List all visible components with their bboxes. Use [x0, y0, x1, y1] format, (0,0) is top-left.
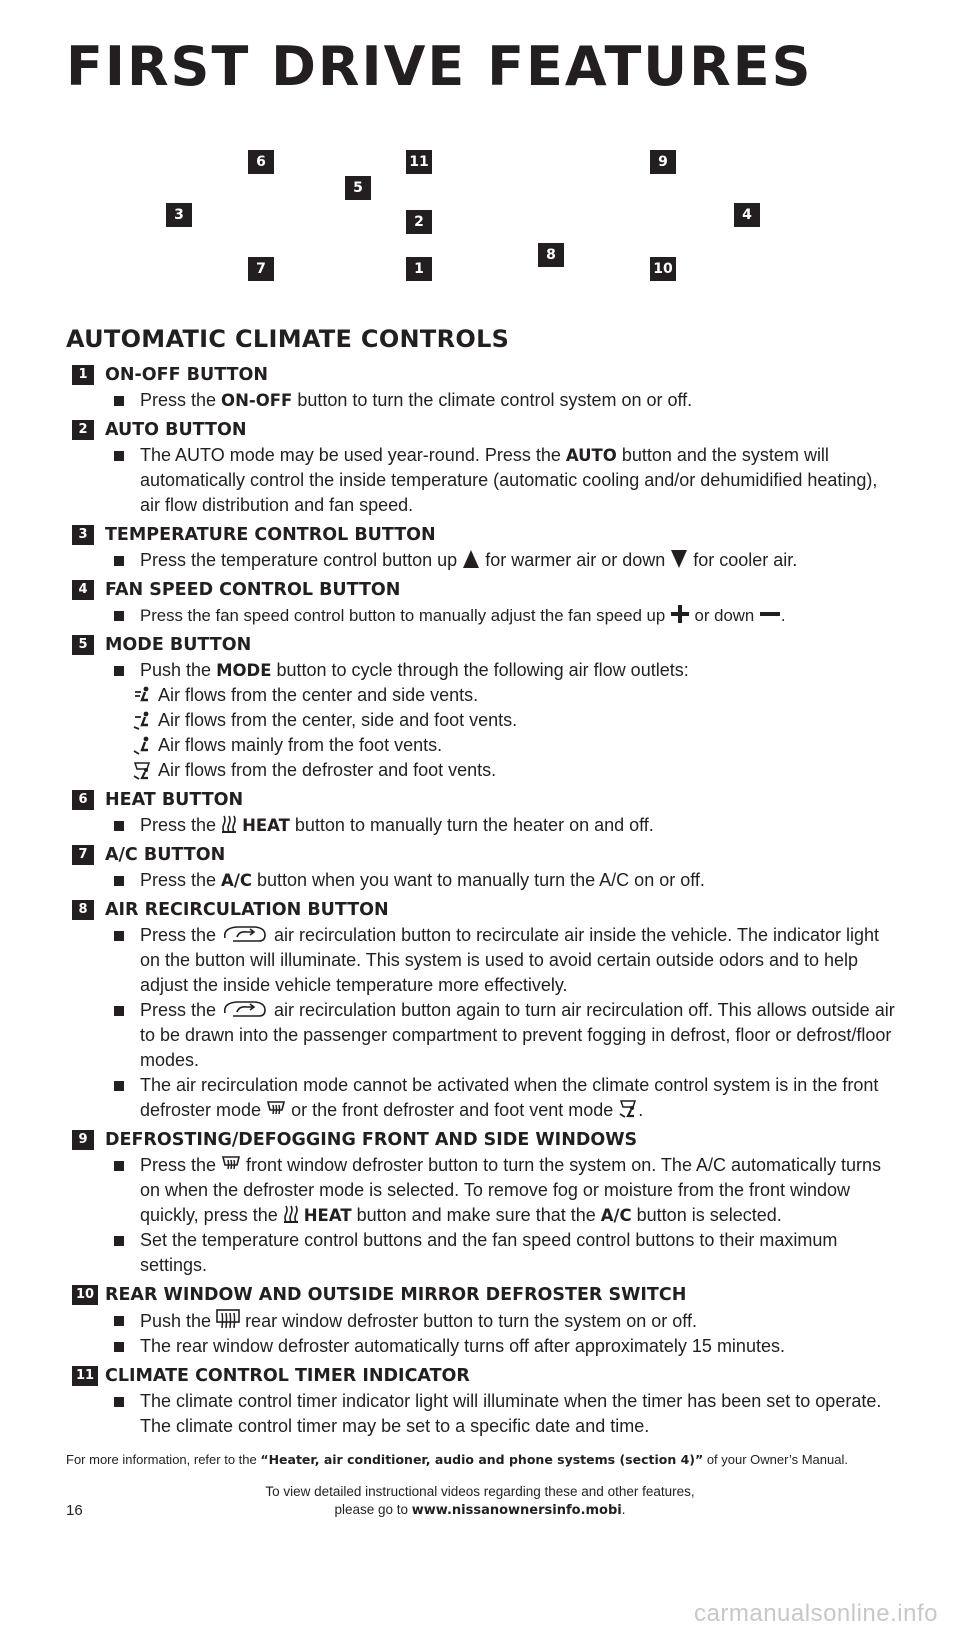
item-number: 5	[72, 635, 94, 655]
item-defrosting	[72, 1127, 902, 1278]
section-title: AUTOMATIC CLIMATE CONTROLS	[66, 325, 510, 353]
bullet: Press the HEAT button to manually turn the heater on and off.	[72, 813, 902, 838]
item-temperature	[72, 522, 902, 573]
item-title: REAR WINDOW AND OUTSIDE MIRROR DEFROSTER SWITCH	[105, 1285, 687, 1305]
item-title: FAN SPEED CONTROL BUTTON	[105, 580, 401, 600]
bullet: The climate control timer indicator light will illuminate when the timer has been set to operate. The climate control timer may be set to a specific date and time.	[72, 1389, 902, 1439]
bullet: Push the MODE button to cycle through the following air flow outlets:	[72, 658, 902, 683]
mode-foot: Air flows mainly from the foot vents.	[72, 733, 902, 758]
callout-2: 2	[406, 210, 432, 234]
item-title: MODE BUTTON	[105, 635, 252, 655]
callout-11: 11	[406, 150, 432, 174]
plus-icon	[670, 604, 690, 624]
item-recirculation	[72, 897, 902, 1123]
bi-level-mode-icon	[132, 711, 152, 731]
minus-icon	[759, 610, 781, 624]
recirculation-icon	[221, 924, 269, 944]
item-heat	[72, 787, 902, 838]
mode-bi-level: Air flows from the center, side and foot vents.	[72, 708, 902, 733]
footnote: For more information, refer to the “Heater, air conditioner, audio and phone systems (section 4)” of your Owner’s Manual.	[66, 1452, 848, 1467]
website-link[interactable]: www.nissanownersinfo.mobi	[411, 1503, 622, 1518]
item-number: 2	[72, 420, 94, 440]
bullet: Press the front window defroster button to turn the system on. The A/C automatically turns on when the defroster mode is selected. To remove fog or moisture from the front window quickly, press the HEAT button and make sure that the A/C button is selected.	[72, 1153, 902, 1228]
bullet: The AUTO mode may be used year-round. Press the AUTO button and the system will automatically control the inside temperature (automatic cooling and/or dehumidified heating), air flow distribution and fan speed.	[72, 443, 902, 518]
video-note: To view detailed instructional videos regarding these and other features, please go to www.nissanownersinfo.mobi.	[265, 1484, 695, 1518]
vent-mode-icon	[132, 686, 152, 706]
item-number: 4	[72, 580, 94, 600]
item-ac	[72, 842, 902, 893]
item-number: 10	[72, 1285, 98, 1305]
item-fan-speed	[72, 577, 902, 628]
bullet: Press the ON-OFF button to turn the climate control system on or off.	[72, 388, 902, 413]
item-number: 6	[72, 790, 94, 810]
item-timer	[72, 1363, 902, 1439]
bullet: Press the air recirculation button again to turn air recirculation off. This allows outside air to be drawn into the passenger compartment to prevent fogging in defrost, floor or defrost/floor modes.	[72, 998, 902, 1073]
item-number: 1	[72, 365, 94, 385]
watermark: carmanualsonline.info	[694, 1600, 938, 1627]
callout-9: 9	[650, 150, 676, 174]
item-title: DEFROSTING/DEFOGGING FRONT AND SIDE WINDOWS	[105, 1130, 638, 1150]
triangle-up-icon	[462, 549, 480, 569]
item-number: 11	[72, 1366, 98, 1386]
front-defroster-icon	[266, 1099, 286, 1119]
mode-defrost-foot: Air flows from the defroster and foot vents.	[72, 758, 902, 783]
callout-3: 3	[166, 203, 192, 227]
mode-vent: Air flows from the center and side vents.	[72, 683, 902, 708]
item-on-off	[72, 362, 902, 413]
item-title: HEAT BUTTON	[105, 790, 244, 810]
item-title: AUTO BUTTON	[105, 420, 247, 440]
page-number: 16	[66, 1502, 83, 1519]
item-number: 3	[72, 525, 94, 545]
defrost-foot-mode-icon	[618, 1099, 638, 1119]
item-mode	[72, 632, 902, 783]
item-title: ON-OFF BUTTON	[105, 365, 269, 385]
bullet: Push the rear window defroster button to turn the system on or off.	[72, 1308, 902, 1334]
triangle-down-icon	[670, 549, 688, 569]
bullet: Press the air recirculation button to recirculate air inside the vehicle. The indicator light on the button will illuminate. This system is used to avoid certain outside odors and to help adjust the inside vehicle temperature more effectively.	[72, 923, 902, 998]
rear-defroster-icon	[216, 1308, 240, 1330]
item-auto	[72, 417, 902, 518]
page-title: FIRST DRIVE FEATURES	[66, 35, 813, 98]
callout-7: 7	[248, 257, 274, 281]
bullet: Press the temperature control button up for warmer air or down for cooler air.	[72, 548, 902, 573]
callout-6: 6	[248, 150, 274, 174]
item-number: 8	[72, 900, 94, 920]
bullet: Set the temperature control buttons and the fan speed control buttons to their maximum settings.	[72, 1228, 902, 1278]
item-number: 9	[72, 1130, 94, 1150]
callout-8: 8	[538, 243, 564, 267]
bullet: The air recirculation mode cannot be activated when the climate control system is in the front defroster mode or the front defroster and foot vent mode .	[72, 1073, 902, 1123]
bullet: Press the A/C button when you want to manually turn the A/C on or off.	[72, 868, 902, 893]
heat-icon	[221, 814, 237, 834]
callout-4: 4	[734, 203, 760, 227]
controls-list	[72, 362, 902, 1443]
recirculation-icon	[221, 999, 269, 1019]
defrost-foot-mode-icon	[132, 761, 152, 781]
item-title: AIR RECIRCULATION BUTTON	[105, 900, 389, 920]
heat-icon	[283, 1204, 299, 1224]
item-title: A/C BUTTON	[105, 845, 226, 865]
bullet: The rear window defroster automatically turns off after approximately 15 minutes.	[72, 1334, 902, 1359]
callout-10: 10	[650, 257, 676, 281]
bullet: Press the fan speed control button to manually adjust the fan speed up or down .	[72, 603, 902, 628]
item-title: CLIMATE CONTROL TIMER INDICATOR	[105, 1366, 470, 1386]
item-rear-defroster	[72, 1282, 902, 1359]
item-title: TEMPERATURE CONTROL BUTTON	[105, 525, 436, 545]
front-defroster-icon	[221, 1154, 241, 1174]
foot-mode-icon	[132, 736, 152, 756]
callout-1: 1	[406, 257, 432, 281]
item-number: 7	[72, 845, 94, 865]
callout-5: 5	[345, 176, 371, 200]
